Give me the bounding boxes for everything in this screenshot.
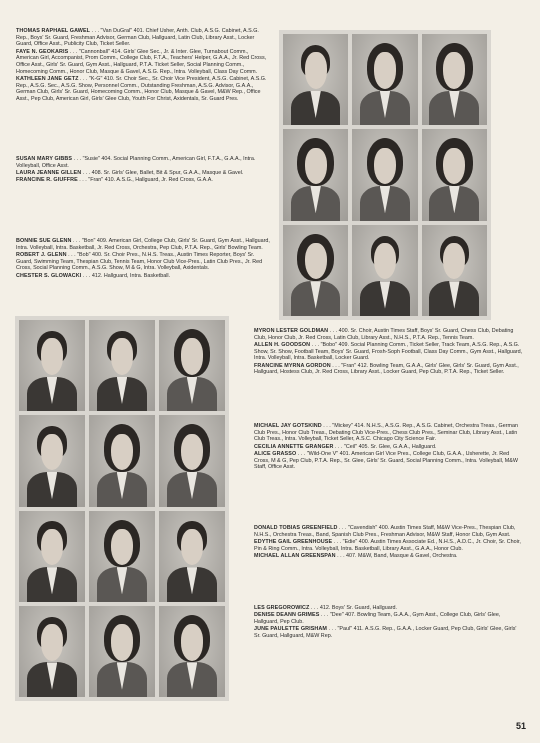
- student-name: FRANCINE R. GIUFFRE: [16, 177, 78, 184]
- student-name: SUSAN MARY GIBBS: [16, 156, 73, 162]
- student-activities: . . . "Dee" 407. Bowling Team, G.A.A., Gym Asst., College Club, Girls' Glee, Hallguard, Pep Club.: [254, 612, 501, 625]
- student-name: KATHLEEN JANE GETZ: [16, 75, 79, 82]
- student-bio: [16, 177, 270, 184]
- student-name: LES GREGOROWICZ: [254, 605, 310, 611]
- bio-group-3: [16, 238, 270, 280]
- student-portrait: [283, 129, 348, 220]
- page-number: 51: [515, 721, 526, 731]
- student-activities: . . . "Wild-One V" 401. American Girl Vice Pres., College Club, G.A.A., Usherette, Jr. Red Cross, M & G, Pep Club, P.T.A. Rep., Sr. Glee, Girls' Sr. Guard, Social Planning Comm., Intra. Volleyball, M&W Staff, Office Asst.: [254, 450, 518, 471]
- student-portrait: [352, 225, 417, 316]
- student-bio: [254, 612, 524, 625]
- student-activities: . . . "Edie" 400. Austin Times Associate Ed., N.H.S., A.D.C., Jr. Choir, Sr. Choir, Pin & Ring Comm., Intra. Volleyball, Intra. Basketball, Library Asst., G.A.A., Honor Club.: [254, 538, 521, 552]
- student-bio: [254, 423, 524, 443]
- student-portrait: [283, 225, 348, 316]
- student-bio: [254, 451, 524, 471]
- bio-group-7: [254, 605, 524, 640]
- student-portrait: [159, 606, 225, 697]
- student-activities: . . . 408. Sr. Girls' Glee, Ballet, Bit & Spur, G.A.A., Masque & Gavel.: [81, 169, 244, 176]
- student-portrait: [159, 320, 225, 411]
- student-name: THOMAS RAPHAEL GAWEL: [16, 28, 91, 34]
- student-bio: [254, 363, 524, 376]
- student-bio: [16, 28, 270, 48]
- student-bio: [254, 525, 524, 538]
- bio-group-6: [254, 525, 524, 560]
- student-bio: [16, 252, 270, 272]
- student-portrait: [422, 129, 487, 220]
- student-portrait: [159, 415, 225, 506]
- student-bio: [254, 328, 524, 341]
- student-name: MYRON LESTER GOLDMAN: [254, 328, 329, 334]
- student-portrait: [159, 511, 225, 602]
- student-bio: [16, 238, 270, 251]
- bio-group-1: [16, 28, 270, 103]
- student-name: FRANCINE MYRNA GORDON: [254, 362, 331, 369]
- student-activities: . . . "Fran" 410. A.S.G., Hallguard, Jr. Red Cross, G.A.A.: [77, 177, 213, 184]
- student-activities: . . . 407. M&W, Band, Masque & Gavel, Orchestra.: [335, 552, 458, 559]
- student-activities: . . . "Bob" 400. Sr. Choir Pres., N.H.S. Treas., Austin Times Reporter, Boys' Sr. Guard, Swimming Team, Thespian Club, Tennis Team, Honor Club Vice-Pres., Latin Club Pres., Jr. Red Cross, Social Planning Comm., A.S.G. Show, M & G, Intra. Volleyball, Axidentals.: [16, 251, 263, 272]
- student-bio: [254, 626, 524, 639]
- student-name: JUNE PAULETTE GRISHAM: [254, 626, 327, 633]
- student-bio: [254, 539, 524, 552]
- student-portrait: [19, 320, 85, 411]
- student-name: EDYTHE GAIL GREENHOUSE: [254, 538, 333, 545]
- student-bio: [16, 76, 270, 103]
- student-activities: . . . 400. Sr. Choir, Austin Times Staff, Boys' Sr. Guard, Chess Club, Debating Club, Honor Club, Jr. Red Cross, Latin Club, Library Asst., N.H.S., P.T.A. Rep., Tennis Team.: [254, 328, 514, 341]
- student-name: ROBERT J. GLENN: [16, 251, 67, 258]
- student-bio: [254, 553, 524, 560]
- student-name: CHESTER S. GLOWACKI: [16, 272, 82, 279]
- student-activities: . . . "Susie" 404. Social Planning Comm., American Girl, F.T.A., G.A.A., Intra. Volleyball, Office Asst.: [16, 156, 256, 169]
- student-portrait: [89, 415, 155, 506]
- student-activities: . . . "Fran" 412. Bowling Team, G.A.A., Girls' Glee, Girls' Sr. Guard, Gym Asst., Hallguard, Hostess Club, Jr. Red Cross, Library Asst., Locker Guard, Pep Club, P.T.A. Rep., Ticket Seller.: [254, 362, 519, 376]
- student-name: MICHAEL ALLAN GREENSPAN: [254, 552, 336, 559]
- student-bio: [16, 156, 270, 169]
- student-activities: . . . "Van DuGral" 401. Chief Usher, Anth. Club, A.S.G. Cabinet, A.S.G. Rep., Boys' Sr. Guard, Freshman Advisor, German Club, Hallguard, Latin Club, Library Asst., Locker Guard, Office Asst., Publicity Club, Ticket Seller.: [16, 28, 259, 48]
- photo-grid-top-right: [279, 30, 491, 320]
- student-name: CECILIA ANNETTE GRANGER: [254, 443, 334, 450]
- student-name: ALLEN H. GOODSON: [254, 341, 311, 348]
- student-activities: . . . "Ceil" 405. Sr. Glee, G.A.A., Hallguard.: [333, 443, 437, 450]
- student-activities: . . . "Bon" 409. American Girl, College Club, Girls' Sr. Guard, Gym Asst., Hallguard, Intra. Volleyball, Intra. Basketball, Jr. Red Cross, Orchestra, Pep Club, P.T.A. Rep., Girls' Bowling Team.: [16, 238, 270, 251]
- student-portrait: [422, 34, 487, 125]
- student-portrait: [89, 320, 155, 411]
- student-name: FAYE N. GEOKARIS: [16, 48, 69, 55]
- student-name: DENISE DEANN GRIMES: [254, 612, 320, 619]
- student-name: MICHAEL JAY GOTSKIND: [254, 423, 322, 429]
- bio-group-4: [254, 328, 524, 376]
- student-bio: [16, 170, 270, 177]
- student-activities: . . . "Bobo" 409. Social Planning Comm., Ticket Seller, Track Team, A.S.G. Rep., A.S.G. Show, Sr. Show, Football Team, Boys' Sr. Guard, Frosh-Soph Football, Class Day Comm., Gym Asst., Hallguard, Intra. Volleyball, Intra. Basketball, Locker Guard.: [254, 341, 523, 362]
- student-portrait: [19, 606, 85, 697]
- student-name: LAURA JEANNE GILLEN: [16, 169, 82, 176]
- student-activities: . . . "Mickey" 414. N.H.S., A.S.G. Rep., A.S.G. Cabinet, Orchestra Treas., German Club Pres., Honor Club Treas., Debating Club Vice-Pres., Chess Club Pres., Seminar Club, Library Asst., Latin Club Treas., Intra. Volleyball, Ticket Seller, A.S.C. Chicago City Science Fair.: [254, 423, 518, 443]
- student-bio: [254, 342, 524, 362]
- student-activities: . . . "Paul" 411. A.S.G. Rep., G.A.A., Locker Guard, Pep Club, Girls' Glee, Girls' Sr. Guard, Hallguard, M&W Rep.: [254, 626, 517, 639]
- student-activities: . . . 412. Boys' Sr. Guard, Hallguard.: [309, 605, 398, 611]
- student-bio: [254, 444, 524, 451]
- student-activities: . . . "K-G" 410. Sr. Choir Sec., Sr. Choir Vice President, A.S.G. Cabinet, A.S.G. Rep., A.S.G. Sec., A.S.G. Show, Personnel Comm., Outstanding Freshman, A.S.G. Advisor, G.A.A., German Club, Girls' Sr. Guard, Homecoming Comm., Honor Club, Masque & Gavel, M&W Rep., Office Asst., Pep Club, American Girl, Girls' Glee Club, Youth For Christ, Axidentals, Sr. Guard Pres.: [16, 75, 267, 103]
- student-portrait: [422, 225, 487, 316]
- student-portrait: [89, 511, 155, 602]
- student-name: DONALD TOBIAS GREENFIELD: [254, 525, 338, 531]
- bio-group-2: [16, 156, 270, 184]
- student-activities: . . . "Cannonball" 414. Girls' Glee Sec., Jr. & Inter. Glee, Turnabout Comm., American Girl, Accompanist, Prom Comm., College Club, F.T.A., Teachers' Helper, G.A.A., Jr. Red Cross, Office Asst., Girls' Sr. Guard, Gym Asst., Hallguard, P.T.A. Ticket Seller, Social Planning Comm., Homecoming Comm., Honor Club, Masque & Gavel, A.S.G. Rep., Intra. Volleyball, Class Day Comm.: [16, 48, 267, 75]
- student-portrait: [352, 34, 417, 125]
- student-portrait: [19, 511, 85, 602]
- student-bio: [254, 605, 524, 612]
- photo-grid-left: [15, 316, 229, 701]
- student-activities: . . . 412. Hallguard, Intra. Basketball.: [81, 272, 171, 279]
- student-bio: [16, 273, 270, 280]
- student-portrait: [352, 129, 417, 220]
- bio-group-5: [254, 423, 524, 471]
- student-activities: . . . "Cavendish" 400. Austin Times Staff, M&W Vice-Pres., Thespian Club, N.H.S., Orchestra Treas., Band, Spanish Club Pres., Freshman Advisor, M&W Staff, Honor Club, Gym Asst.: [254, 525, 516, 538]
- student-portrait: [19, 415, 85, 506]
- student-name: BONNIE SUE GLENN: [16, 238, 72, 244]
- student-bio: [16, 49, 270, 76]
- student-name: ALICE GRASSO: [254, 450, 297, 457]
- student-portrait: [283, 34, 348, 125]
- student-portrait: [89, 606, 155, 697]
